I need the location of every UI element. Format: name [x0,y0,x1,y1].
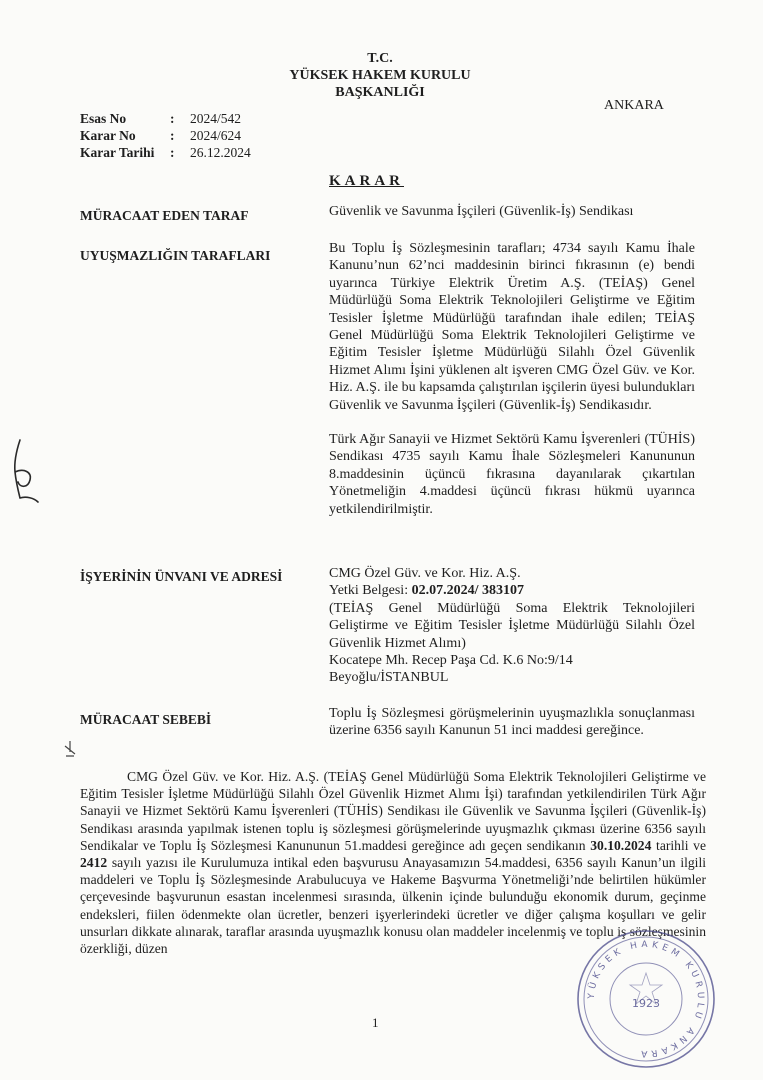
workplace-name: CMG Özel Güv. ve Kor. Hiz. A.Ş. [329,566,521,581]
meta-value: 2024/542 [190,111,242,126]
reason-label: MÜRACAAT SEBEBİ [80,712,212,727]
parties-paragraph-1: Bu Toplu İş Sözleşmesinin tarafları; 4734 sayılı Kamu İhale Kanunu’nun 62’nci maddesinin birinci fıkrasının (e) bendi uyarınca Türkiye Elektrik Üretim A.Ş. (TEİAŞ) Genel Müdürlüğü Soma Elektrik Teknolojileri Geliştirme ve Eğitim Tesisler İşletme Müdürlüğü tarafından ihale edilen; TEİAŞ Genel Müdürlüğü Soma Elektrik Teknolojileri Geliştirme ve Eğitim Tesisler İşletme Müdürlüğü Silahlı Özel Güvenlik Hizmet Alımı İşini yüklenen alt işveren CMG Özel Güv. ve Kor. Hiz. A.Ş. ile bu kapsamda çalıştırılan işçilerin üyesi bulundukları Güvenlik ve Savunma İşçileri (Güvenlik-İş) Sendikasıdır. [329,241,695,413]
applicant-label: MÜRACAAT EDEN TARAF [80,208,249,223]
margin-mark-icon [62,740,78,760]
workplace-address-line1: Kocatepe Mh. Recep Paşa Cd. K.6 No:9/14 [329,653,573,669]
document-title: KARAR [329,173,404,189]
header-line-tc: T.C. [367,51,393,66]
body-text-2: tarihli ve [651,837,707,853]
page-number: 1 [372,1015,379,1030]
body-date: 30.10.2024 [590,837,652,853]
body-text-1: CMG Özel Güv. ve Kor. Hiz. A.Ş. (TEİAŞ Genel Müdürlüğü Soma Elektrik Teknolojileri Geliştirme ve Eğitim Tesisler İşletme Müdürlüğü Silahlı Özel Güvenlik Hizmet Alımı İşi) tarafından yetkilendirilen Türk Ağır Sanayii ve Hizmet Sektörü Kamu İşverenleri (TÜHİS) Sendikası ile Güvenlik ve Savunma İşçileri (Güvenlik-İş) Sendikası arasında yapılmak istenen toplu iş sözleşmesi görüşmelerinde uyuşmazlık çıkması üzerine 6356 sayılı Sendikalar ve Toplu İş Sözleşmesi Kanununun 51.maddesi gereğince adı geçen sendikanın [80,769,706,853]
meta-label: Karar Tarihi [80,145,155,160]
meta-row-date [80,144,251,161]
workplace-label: İŞYERİNİN ÜNVANI VE ADRESİ [80,569,283,584]
seal-year: 1923 [632,997,660,1010]
meta-row-karar [80,127,251,144]
reason-value: Toplu İş Sözleşmesi görüşmelerinin uyuşmazlıkla sonuçlanması üzerine 6356 sayılı Kanunun 51 inci maddesi gereğince. [329,706,695,739]
body-text-3: sayılı yazısı ile Kurulumuza intikal eden başvurusu Anayasamızın 54.maddesi, 6356 sayılı Kanun’un ilgili maddeleri ve Toplu İş Sözleşmesinde Arabulucuya ve Hakeme Başvurma Yönetmeliği’nde belirtilen hükümler çerçevesinde başvurunun esastan incelenmesi sırasında, ülkenin içinde bulunduğu ekonomik durum, geçinme endeksleri, fiilen ödenmekte olan ücretler, benzeri işyerlerindeki ücretler ve diğer çalışma koşulları ve gelir unsurları dikkate alınarak, taraflar arasında uyuşmazlık konusu olan maddeler incelenmiş ve toplu iş sözleşmesinin özerkliği, düzen [80,855,706,957]
parties-label: UYUŞMAZLIĞIN TARAFLARI [80,248,271,263]
parties-value [329,240,695,518]
meta-value: 26.12.2024 [190,145,251,160]
signature-icon [6,438,42,504]
applicant-value: Güvenlik ve Savunma İşçileri (Güvenlik-İş) Sendikası [329,204,634,219]
case-meta [80,110,251,161]
workplace-authorization [329,582,695,599]
header-line-institution: YÜKSEK HAKEM KURULU [289,68,471,83]
meta-colon: : [170,145,175,160]
official-seal-icon [572,925,720,1073]
meta-colon: : [170,128,175,143]
authorization-prefix: Yetki Belgesi: [329,583,412,599]
meta-row-esas [80,110,251,127]
seal-text: YÜKSEK HAKEM KURULU ANKARA [586,939,706,1059]
parties-paragraph-2: Türk Ağır Sanayii ve Hizmet Sektörü Kamu İşverenleri (TÜHİS) Sendikası 4735 sayılı Kamu İhale Sözleşmeleri Kanununun 8.maddesinin üçüncü fıkrasına dayanılarak çıkartılan Yönetmeliğin 4.maddesi üçüncü fıkrası hükmü uyarınca yetkilendirilmiştir. [329,432,695,517]
city-label: ANKARA [604,98,664,113]
workplace-address-line2: Beyoğlu/İSTANBUL [329,670,449,686]
meta-value: 2024/624 [190,128,242,143]
workplace-description: (TEİAŞ Genel Müdürlüğü Soma Elektrik Teknolojileri Geliştirme ve Eğitim Tesisler İşletme Müdürlüğü Silahlı Özel Güvenlik Hizmet Alımı) [329,600,695,651]
meta-label: Karar No [80,128,136,143]
meta-colon: : [170,111,175,126]
workplace-value [329,565,695,687]
authorization-number: 02.07.2024/ 383107 [411,583,524,599]
header-line-presidency: BAŞKANLIĞI [335,85,425,100]
body-number: 2412 [80,855,108,871]
meta-label: Esas No [80,111,127,126]
